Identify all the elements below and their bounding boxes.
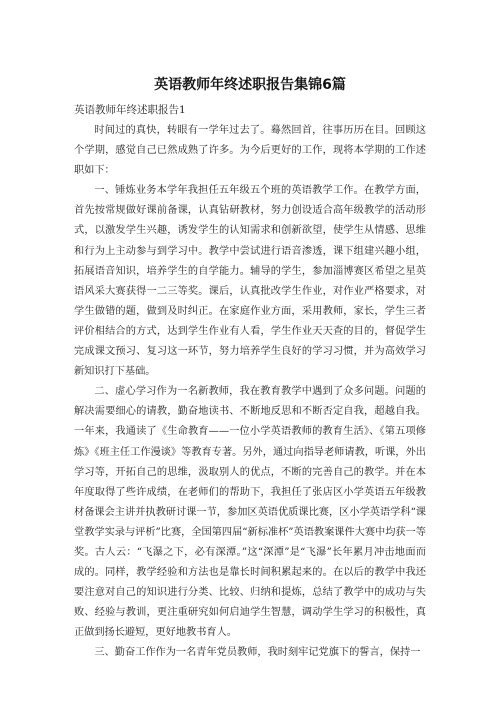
paragraph-learning: 二、虚心学习作为一名新教师，我在教育教学中遇到了众多问题。问题的解决需要细心的请教，勤奋地读书、不断地反思和不断否定自我，超越自我。一年来，我通读了《生命教育——一位小学英语教师的教育生活》、《第五项修炼》《班主任工作漫谈》等教育专著。另外，通过向指导老师请教，听课，外出学习等，开拓自己的思维，汲取别人的优点，不断的完善自己的教学。并在本年度取得了些许成绩，在老师们的帮助下，我担任了张店区小学英语五年级教材备课会主讲并执教研讨课一节，参加区英语优质课比赛，区小学英语学科“课堂教学实录与评析”比赛，全国第四届“新标准杯”英语教案课件大赛中均获一等奖。古人云：“飞瀑之下，必有深潭。”这“深潭”是“飞瀑”长年累月冲击地面而成的。同样，教学经验和方法也是靠长时间积累起来的。在以后的教学中我还要注意对自己的知识进行分类、比较、归纳和提炼，总结了教学中的成功与失败、经验与教训，更注重研究如何启迪学生智慧，调动学生学习的积极性，真正做到扬长避短，更好地教书育人。 <box>74 386 426 639</box>
section-subtitle: 英语教师年终述职报告1 <box>74 104 186 116</box>
document-body <box>74 121 426 664</box>
document-title: 英语教师年终述职报告集锦6篇 <box>154 77 346 93</box>
paragraph-intro: 时间过的真快，转眼有一学年过去了。蓦然回首，往事历历在目。回顾这个学期，感觉自己已然成熟了许多。为今后更好的工作，现将本学期的工作述职如下： <box>74 125 426 177</box>
paragraph-business: 一、锤炼业务本学年我担任五年级五个班的英语教学工作。在教学方面，首先按常规做好课前备课，认真钻研教材，努力创设适合高年级教学的活动形式，以激发学生兴趣，诱发学生的认知需求和创新欲望，使学生从情感、思维和行为上主动参与到学习中。教学中尝试进行语音渗透，课下组建兴趣小组，拓展语音知识，培养学生的自学能力。辅导的学生，参加淄博赛区希望之星英语风采大赛获得一二三等奖。课后，认真批改学生作业，对作业严格要求，对学生做错的题，做到及时纠正。在家庭作业方面，采用教师，家长，学生三者评价相结合的方式，达到学生作业有人看，学生作业天天查的目的，督促学生完成课文预习、复习这一环节，努力培养学生良好的学习习惯，并为高效学习新知识打下基础。 <box>74 185 426 378</box>
paragraph-diligence: 三、勤奋工作作为一名青年党员教师，我时刻牢记党旗下的誓言，保持一 <box>94 647 421 659</box>
